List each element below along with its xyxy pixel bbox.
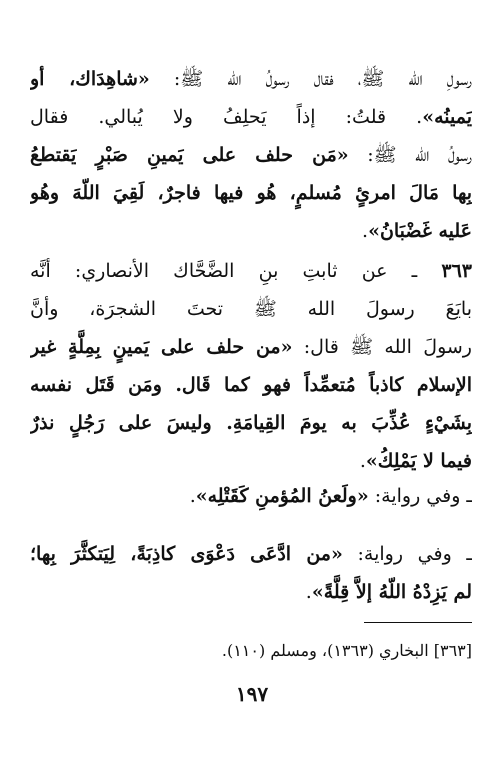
text-line: [30, 174, 472, 212]
hadith-paragraph-continuation: [30, 60, 472, 250]
quote-span: يَمينُه»: [422, 106, 472, 128]
text-span: رسولَ الله ﷺ قال:: [292, 336, 472, 358]
hadith-paragraph-363: [30, 252, 472, 480]
text-span: .: [362, 220, 369, 242]
text-span: ـ وفي رواية:: [368, 485, 472, 507]
text-span: ـ وفي رواية:: [342, 543, 472, 565]
footnote-divider: [364, 622, 472, 623]
text-line: [30, 535, 472, 573]
quote-span: بِها مَالَ امرئٍ مُسلمٍ، هُو فيها فاجرٌ، لَقِيَ اللّهَ وهُو: [30, 182, 472, 204]
text-span: .: [189, 485, 196, 507]
quote-span: عَليه غَضْبَانُ»: [368, 220, 472, 242]
quote-span: «من ادَّعَى دَعْوَى كاذِبَةً، لِيَتكثَّرَ بِها؛: [30, 543, 343, 565]
quote-span: بِشَيْءٍ عُذِّبَ به يومَ القِيامَةِ. وليسَ على رَجُلٍ نذرٌ: [30, 412, 472, 434]
text-span: .: [305, 581, 312, 603]
text-line: [30, 442, 472, 480]
quote-span: «مَن حلف على يَمينِ صَبْرٍ يَقتطعُ: [30, 144, 349, 166]
text-line: [30, 328, 472, 366]
text-line: [30, 60, 472, 98]
hadith-number: ٣٦٣: [441, 260, 472, 282]
quote-span: «ولَعنُ المُؤمنِ كَقَتْلِه»: [195, 485, 369, 507]
footnote: [٣٦٣] البخاري (١٣٦٣)، ومسلم (١١٠).: [221, 641, 472, 660]
page-number: ١٩٧: [235, 682, 269, 706]
text-span: رسولُ الله ﷺ:: [348, 144, 472, 166]
quote-span: لم يَزِدْهُ اللّهُ إلاَّ قِلَّةً»: [311, 581, 472, 603]
text-span: ـ عن ثابتِ بنِ الضَّحَّاك الأنصاري: أنَّه: [30, 260, 442, 282]
narration-variant-2: [30, 535, 472, 611]
text-span: رسولِ الله ﷺ، فقال رسولُ الله ﷺ:: [149, 68, 472, 90]
text-line: [30, 573, 472, 611]
text-span: . قلتُ: إذاً يَحلِفُ ولا يُبالي. فقال: [30, 106, 423, 128]
text-line: [30, 404, 472, 442]
text-span: .: [359, 450, 366, 472]
text-line: [30, 366, 472, 404]
quote-span: «شاهِدَاك، أو: [30, 68, 150, 90]
text-line: [30, 212, 472, 250]
narration-variant-1: [30, 477, 472, 515]
text-span: بايَعَ رسولَ الله ﷺ تحتَ الشجرَة، وأنَّ: [30, 298, 472, 320]
quote-span: فيما لا يَمْلِكُ»: [365, 450, 472, 472]
text-line: [30, 98, 472, 136]
text-line: [30, 477, 472, 515]
quote-span: «من حلف على يَمينٍ بِمِلَّةٍ غير: [30, 336, 293, 358]
text-line: [30, 252, 472, 290]
quote-span: الإسلام كاذباً مُتعمِّداً فهو كما قَال. ومَن قَتَل نفسه: [30, 374, 472, 396]
text-line: [30, 136, 472, 174]
text-line: [30, 290, 472, 328]
